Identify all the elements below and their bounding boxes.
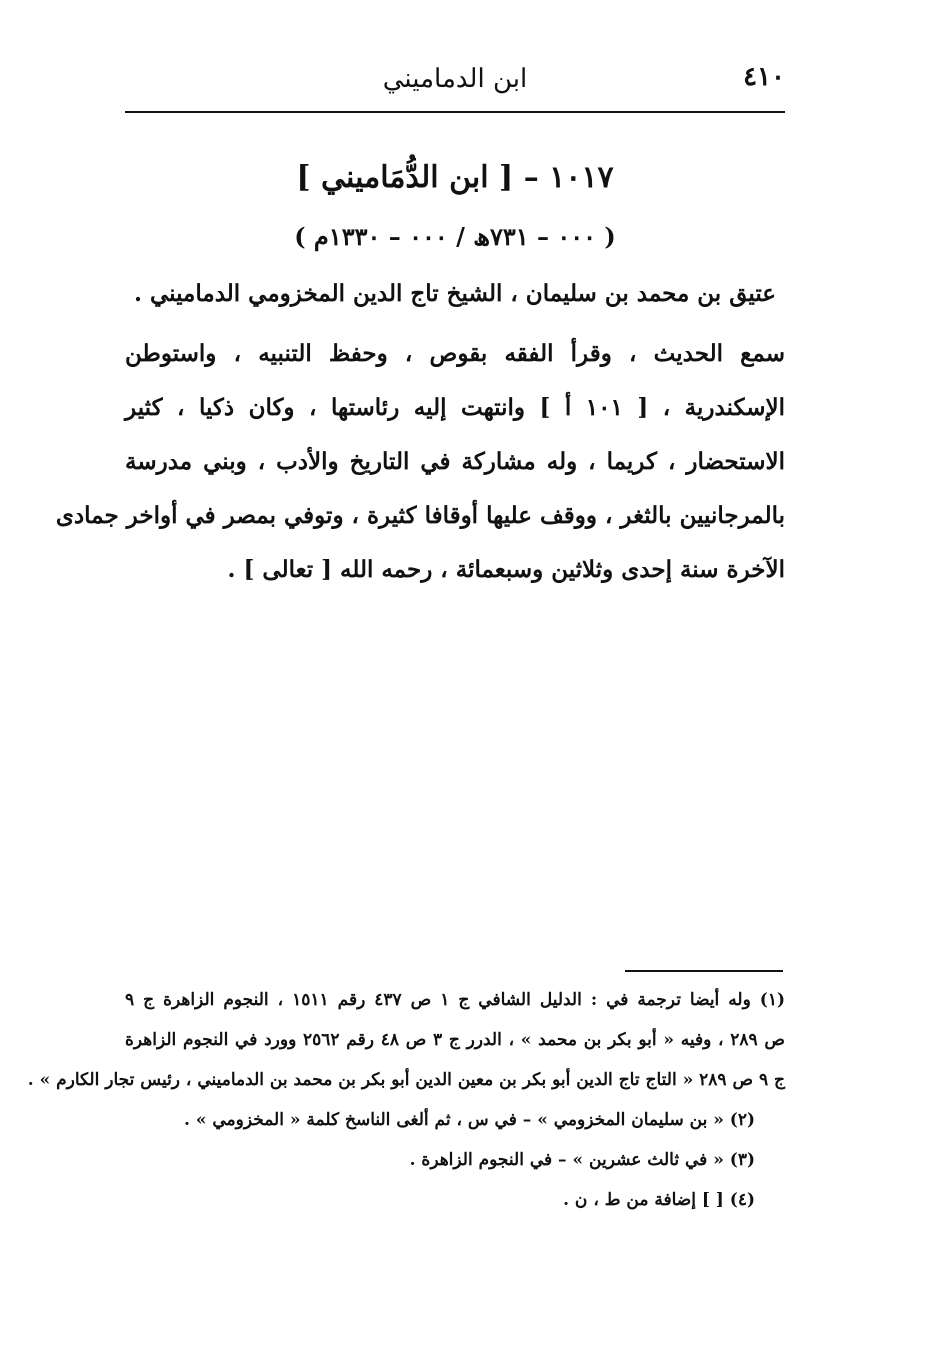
footnote-line: (٤) [ ] إضافة من ط ، ن . [563,1190,755,1210]
footnote-line: ص ٢٨٩ ، وفيه « أبو بكر بن محمد » ، الدرر ج ٣ ص ٤٨ رقم ٢٥٦٢ وورد في النجوم الزاهرة [125,1030,785,1050]
body-line: الاستحضار ، كريما ، وله مشاركة في التاريخ والأدب ، وبني مدرسة [125,448,785,475]
entry-title: ١٠١٧ – [ ابن الدُّمَاميني ] [296,160,614,195]
entry-name-line: عتيق بن محمد بن سليمان ، الشيخ تاج الدين المخزومي الدماميني . [133,280,776,307]
footnote-line: (٣) « في ثالث عشرين » – في النجوم الزاهرة . [409,1150,755,1170]
page-header [125,62,785,106]
running-title: ابن الدماميني [382,64,528,94]
body-line: الإسكندرية ، [ ١٠١ أ ] وانتهت إليه رئاستها ، وكان ذكيا ، كثير [125,394,785,421]
entry-dates: ( ٠٠٠ – ٧٣١ھ / ٠٠٠ – ١٣٣٠م ) [294,222,616,251]
body-line: الآخرة سنة إحدى وثلاثين وسبعمائة ، رحمه الله [ تعالى ] . [227,556,785,583]
entry-body [55,340,785,610]
body-line: بالمرجانيين بالثغر ، ووقف عليها أوقافا كثيرة ، وتوفي بمصر في أواخر جمادى [55,502,785,529]
footnote-rule [625,970,783,972]
footnotes [27,990,785,1230]
footnote-line: ج ٩ ص ٢٨٩ « التاج تاج الدين أبو بكر بن معين الدين أبو بكر بن محمد بن الدماميني ، رئيس تجار الكارم » . [27,1070,785,1090]
page-number: ٤١٠ [743,62,785,92]
footnote-line: (١) وله أيضا ترجمة في : الدليل الشافي ج ١ ص ٤٣٧ رقم ١٥١١ ، النجوم الزاهرة ج ٩ [125,990,785,1010]
footnote-line: (٢) « بن سليمان المخزومي » – في س ، ثم ألغى الناسخ كلمة « المخزومي » . [183,1110,755,1130]
header-rule [125,111,785,113]
body-line: سمع الحديث ، وقرأ الفقه بقوص ، وحفظ التنبيه ، واستوطن [125,340,785,367]
